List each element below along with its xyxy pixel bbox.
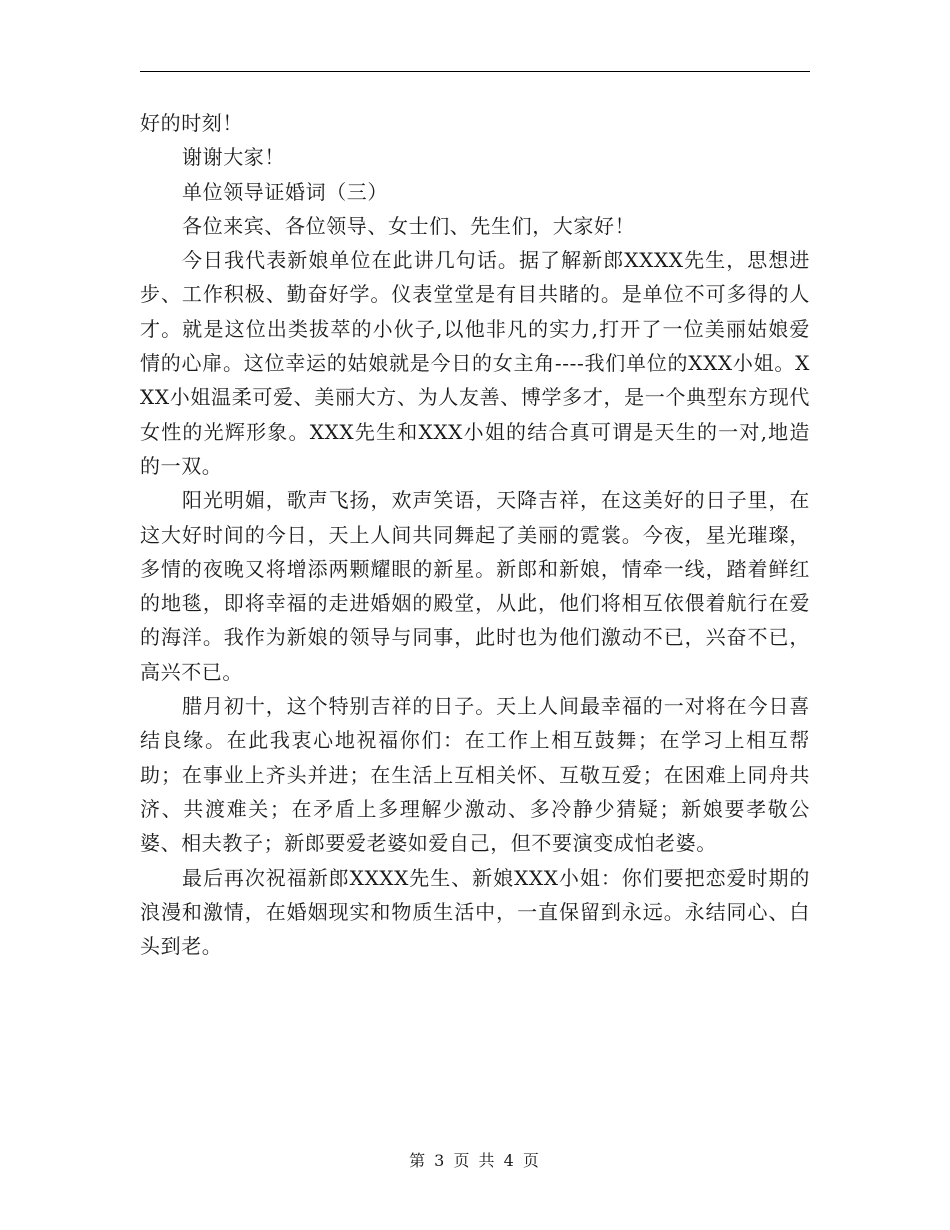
section-heading: 单位领导证婚词（三） [182,179,388,204]
document-body [140,106,810,963]
paragraph-greeting: 各位来宾、各位领导、女士们、先生们，大家好！ [182,213,636,238]
paragraph-closing: 最后再次祝福新郎XXXX先生、新娘XXX小姐：你们要把恋爱时期的浪漫和激情，在婚姻现实和物质生活中，一直保留到永远。永结同心、白头到老。 [140,865,810,959]
paragraph-blessings: 腊月初十，这个特别吉祥的日子。天上人间最幸福的一对将在今日喜结良缘。在此我衷心地祝福你们：在工作上相互鼓舞；在学习上相互帮助；在事业上齐头并进；在生活上互相关怀、互敬互爱；在困难上同舟共济、共渡难关；在矛盾上多理解少激动、多冷静少猜疑；新娘要孝敬公婆、相夫教子；新郎要爱老婆如爱自己，但不要演变成怕老婆。 [140,694,810,856]
header-rule [140,71,810,72]
paragraph-introduction: 今日我代表新娘单位在此讲几句话。据了解新郎XXXX先生，思想进步、工作积极、勤奋好学。仪表堂堂是有目共睹的。是单位不可多得的人才。就是这位出类拔萃的小伙子,以他非凡的实力,打开了一位美丽姑娘爱情的心扉。这位幸运的姑娘就是今日的女主角----我们单位的XXX小姐。XXX小姐温柔可爱、美丽大方、为人友善、博学多才，是一个典型东方现代女性的光辉形象。XXX先生和XXX小姐的结合真可谓是天生的一对,地造的一双。 [140,248,810,478]
paragraph-celebration: 阳光明媚，歌声飞扬，欢声笑语，天降吉祥，在这美好的日子里，在这大好时间的今日，天上人间共同舞起了美丽的霓裳。今夜，星光璀璨，多情的夜晚又将增添两颗耀眼的新星。新郎和新娘，情牵一线，踏着鲜红的地毯，即将幸福的走进婚姻的殿堂，从此，他们将相互依偎着航行在爱的海洋。我作为新娘的领导与同事，此时也为他们激动不已，兴奋不已，高兴不已。 [140,488,810,684]
paragraph-1: 好的时刻！ [140,111,243,135]
paragraph-2: 谢谢大家！ [182,145,285,170]
page-number: 第 3 页 共 4 页 [409,1151,541,1170]
